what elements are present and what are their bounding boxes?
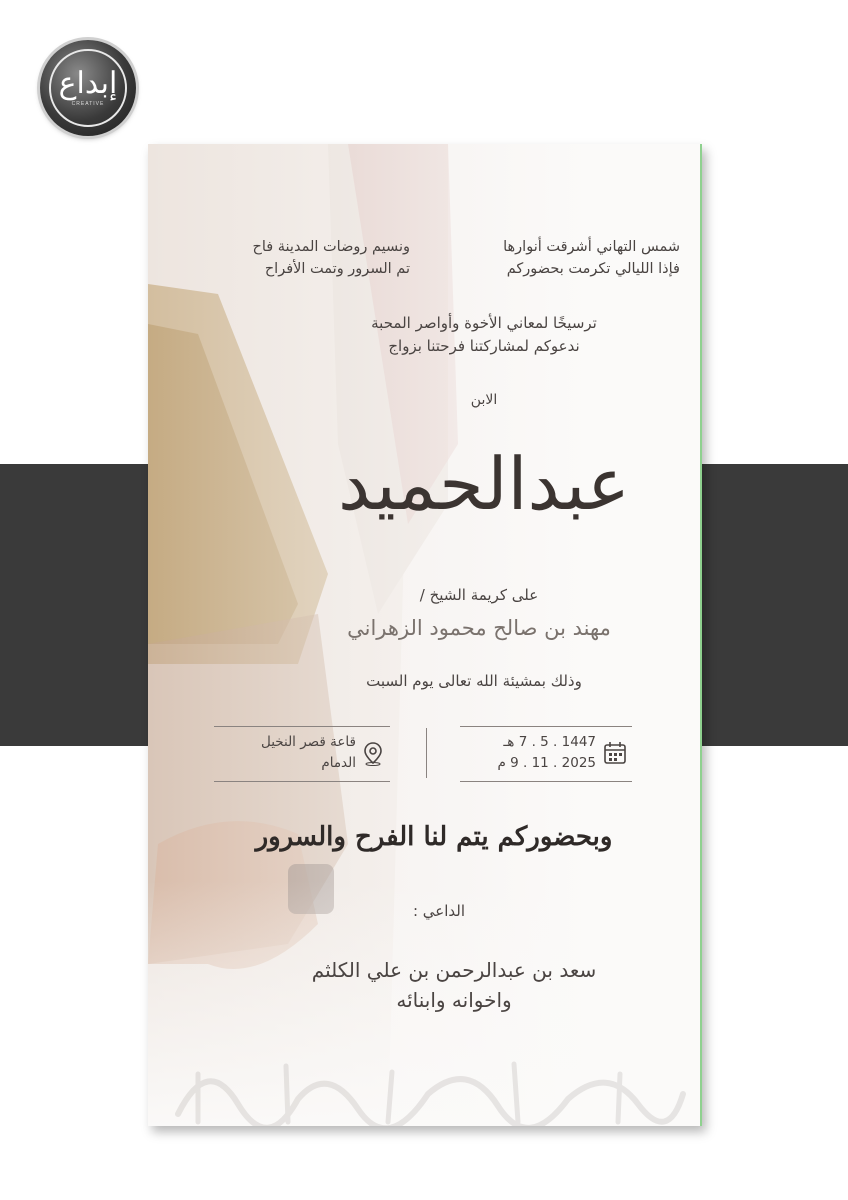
- venue-box: [214, 726, 390, 782]
- calligraphy-watermark: [168, 1044, 688, 1126]
- info-divider: [426, 728, 427, 778]
- inviter-family: واخوانه وابنائه: [396, 988, 512, 1012]
- brand-logo: [40, 40, 136, 136]
- logo-mark: إبداع: [58, 66, 118, 101]
- calendar-icon: [602, 740, 628, 766]
- date-hijri: 1447 . 5 . 7 هـ: [503, 734, 596, 750]
- verse-right-line-2: فإذا الليالي تكرمت بحضوركم: [506, 261, 680, 277]
- logo-ring: [49, 49, 127, 127]
- intro-text: [148, 312, 700, 358]
- date-gregorian: 2025 . 11 . 9 م: [497, 755, 596, 771]
- son-label: الابن: [470, 392, 498, 408]
- venue-city: الدمام: [321, 755, 356, 771]
- verse-right-line-1: شمس التهاني أشرقت أنوارها: [503, 239, 680, 255]
- intro-line-1: ترسيخًا لمعاني الأخوة وأواصر المحبة: [371, 314, 597, 332]
- day-line: وذلك بمشيئة الله تعالى يوم السبت: [366, 672, 582, 690]
- verse-left-line-2: تم السرور وتمت الأفراح: [264, 261, 410, 277]
- verse-left-line-1: ونسيم روضات المدينة فاح: [252, 239, 410, 255]
- bride-father-name: مهند بن صالح محمود الزهراني: [347, 616, 611, 640]
- bride-father-label: على كريمة الشيخ /: [419, 586, 539, 604]
- verse-left: [170, 236, 410, 280]
- intro-line-2: ندعوكم لمشاركتنا فرحتنا بزواج: [388, 337, 580, 355]
- calligraphy-line: وبحضوركم يتم لنا الفرح والسرور: [255, 822, 613, 852]
- location-pin-icon: [360, 740, 386, 766]
- invitation-card: [148, 144, 702, 1126]
- inviter-label: الداعي :: [412, 902, 466, 920]
- groom-name: عبدالحميد: [337, 442, 631, 526]
- inviter-name: سعد بن عبدالرحمن بن علي الكلثم: [311, 958, 597, 982]
- venue-name: قاعة قصر النخيل: [260, 734, 356, 750]
- logo-subtitle: CREATIVE: [71, 101, 105, 107]
- venue-text: [261, 732, 356, 774]
- date-text: [497, 732, 596, 774]
- verse-right: [440, 236, 680, 280]
- date-box: [460, 726, 632, 782]
